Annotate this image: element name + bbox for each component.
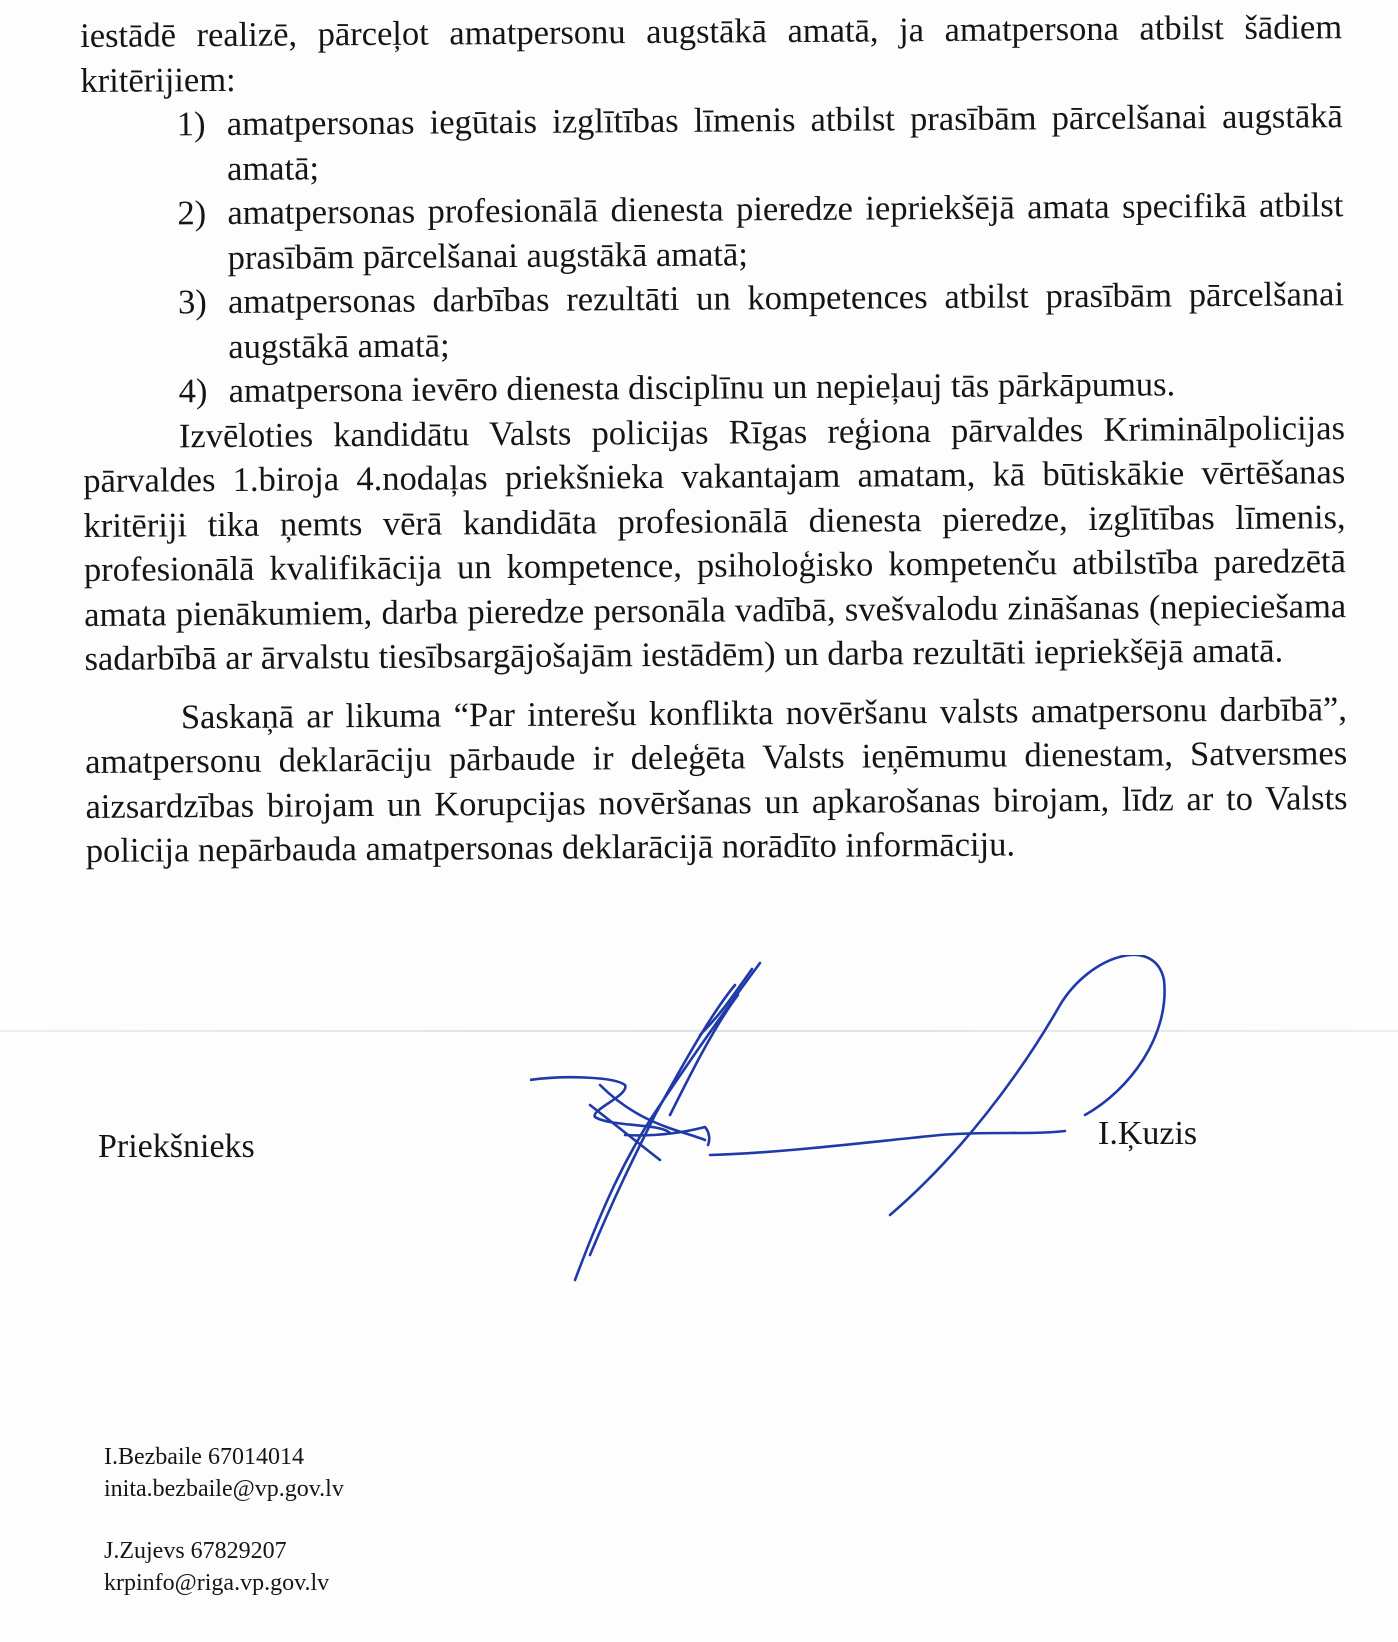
letter-body — [80, 5, 1348, 873]
contact-email: krpinfo@riga.vp.gov.lv — [104, 1570, 330, 1596]
signer-position: Priekšnieks — [98, 1128, 255, 1165]
criteria-number: 2) — [177, 194, 207, 233]
contact-block — [104, 1535, 344, 1599]
criteria-item — [178, 361, 1344, 414]
criteria-item — [177, 183, 1344, 280]
paragraph-intro: iestādē realizē, pārceļot amatpersonu augstākā amatā, ja amatpersona atbilst šādiem kritērijiem: — [80, 8, 1343, 100]
paragraph-declarations: Saskaņā ar likuma “Par interešu konflikta novēršanu valsts amatpersonu darbībā”, amatpersonu deklarāciju pārbaude ir deleģēta Valsts ieņēmumu dienestam, Satversmes aizsardzības birojam un Korupcijas novēršanas un apkarošanas birojam, līdz ar to Valsts policija nepārbauda amatpersonas deklarācijā norādīto informāciju. — [85, 689, 1348, 870]
contact-name-phone: J.Zujevs 67829207 — [104, 1538, 287, 1564]
contact-name-phone: I.Bezbaile 67014014 — [104, 1444, 304, 1470]
contact-info — [104, 1441, 344, 1599]
signer-name: I.Ķuzis — [1098, 1115, 1198, 1152]
criteria-number: 4) — [178, 372, 208, 411]
contact-block — [104, 1441, 344, 1505]
criteria-item — [177, 94, 1344, 191]
criteria-text: amatpersona ievēro dienesta disciplīnu un nepieļauj tās pārkāpumus. — [228, 365, 1176, 410]
criteria-text: amatpersonas iegūtais izglītības līmenis atbilst prasībām pārcelšanai augstākā amatā; — [226, 97, 1343, 188]
criteria-number: 1) — [176, 105, 206, 144]
paragraph-selection-criteria: Izvēloties kandidātu Valsts policijas Rīgas reģiona pārvaldes Kriminālpolicijas pārvaldes 1.biroja 4.nodaļas priekšnieka vakantajam amatam, kā būtiskākie vērtēšanas kritēriji tika ņemts vērā kandidāta profesionālā dienesta pieredze, izglītības līmenis, profesionālā kvalifikācija un kompetence, psiholoģisko kompetenču atbilstība paredzētā amata pienākumiem, darba pieredze personāla vadībā, svešvalodu zināšanas (nepieciešama sadarbībā ar ārvalstu tiesībsargājošajām iestādēm) un darba rezultāti iepriekšējā amatā. — [83, 408, 1347, 678]
contact-email: inita.bezbaile@vp.gov.lv — [104, 1476, 344, 1502]
handwritten-signature — [530, 955, 1230, 1375]
criteria-number: 3) — [177, 283, 207, 322]
criteria-text: amatpersonas profesionālā dienesta pieredze iepriekšējā amata specifikā atbilst prasībām pārcelšanai augstākā amatā; — [227, 186, 1344, 277]
criteria-item — [178, 272, 1345, 369]
criteria-text: amatpersonas darbības rezultāti un kompetences atbilst prasībām pārcelšanai augstākā amatā; — [227, 275, 1345, 366]
